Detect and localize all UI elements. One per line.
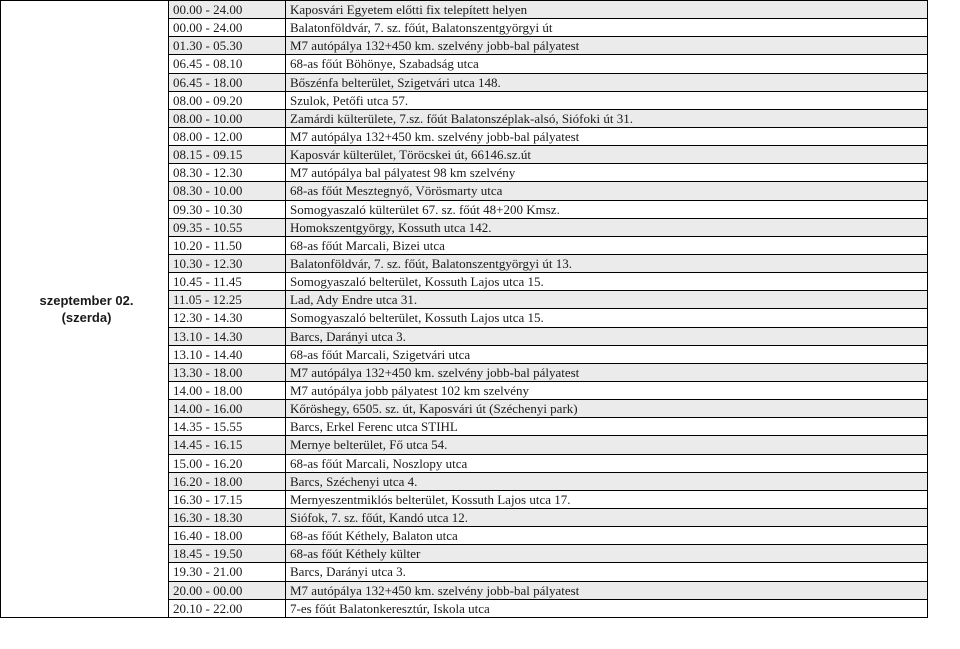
location-cell: Somogyaszaló belterület, Kossuth Lajos utca 15. (286, 309, 928, 327)
time-cell: 09.35 - 10.55 (169, 218, 286, 236)
time-cell: 08.00 - 12.00 (169, 127, 286, 145)
time-cell: 19.30 - 21.00 (169, 563, 286, 581)
time-cell: 16.30 - 18.30 (169, 508, 286, 526)
time-cell: 20.10 - 22.00 (169, 599, 286, 617)
location-cell: Barcs, Széchenyi utca 4. (286, 472, 928, 490)
location-cell: Zamárdi külterülete, 7.sz. főút Balatonszéplak-alsó, Siófoki út 31. (286, 109, 928, 127)
location-cell: Mernyeszentmiklós belterület, Kossuth Lajos utca 17. (286, 490, 928, 508)
location-cell: M7 autópálya 132+450 km. szelvény jobb-bal pályatest (286, 127, 928, 145)
time-cell: 10.20 - 11.50 (169, 236, 286, 254)
time-cell: 08.30 - 10.00 (169, 182, 286, 200)
time-cell: 20.00 - 00.00 (169, 581, 286, 599)
location-cell: M7 autópálya bal pályatest 98 km szelvény (286, 164, 928, 182)
location-cell: 68-as főút Marcali, Noszlopy utca (286, 454, 928, 472)
location-cell: M7 autópálya 132+450 km. szelvény jobb-bal pályatest (286, 37, 928, 55)
location-cell: Lad, Ady Endre utca 31. (286, 291, 928, 309)
time-cell: 00.00 - 24.00 (169, 19, 286, 37)
time-cell: 09.30 - 10.30 (169, 200, 286, 218)
time-cell: 11.05 - 12.25 (169, 291, 286, 309)
time-cell: 14.00 - 16.00 (169, 400, 286, 418)
location-cell: Balatonföldvár, 7. sz. főút, Balatonszentgyörgyi út (286, 19, 928, 37)
time-cell: 12.30 - 14.30 (169, 309, 286, 327)
time-cell: 13.10 - 14.40 (169, 345, 286, 363)
time-cell: 15.00 - 16.20 (169, 454, 286, 472)
location-cell: Balatonföldvár, 7. sz. főút, Balatonszentgyörgyi út 13. (286, 254, 928, 272)
time-cell: 06.45 - 08.10 (169, 55, 286, 73)
location-cell: 68-as főút Mesztegnyő, Vörösmarty utca (286, 182, 928, 200)
time-cell: 18.45 - 19.50 (169, 545, 286, 563)
time-cell: 16.30 - 17.15 (169, 490, 286, 508)
location-cell: Kaposvár külterület, Töröcskei út, 66146.sz.út (286, 146, 928, 164)
time-cell: 06.45 - 18.00 (169, 73, 286, 91)
time-cell: 14.35 - 15.55 (169, 418, 286, 436)
time-cell: 16.20 - 18.00 (169, 472, 286, 490)
time-cell: 01.30 - 05.30 (169, 37, 286, 55)
weekday-label: (szerda) (61, 309, 112, 325)
time-cell: 16.40 - 18.00 (169, 527, 286, 545)
location-cell: Somogyaszaló belterület, Kossuth Lajos utca 15. (286, 273, 928, 291)
schedule-body (1, 1, 928, 618)
date-cell (1, 1, 169, 618)
location-cell: Somogyaszaló külterület 67. sz. főút 48+200 Kmsz. (286, 200, 928, 218)
time-cell: 08.15 - 09.15 (169, 146, 286, 164)
location-cell: 68-as főút Marcali, Szigetvári utca (286, 345, 928, 363)
time-cell: 13.30 - 18.00 (169, 363, 286, 381)
location-cell: Szulok, Petőfi utca 57. (286, 91, 928, 109)
time-cell: 14.00 - 18.00 (169, 381, 286, 399)
location-cell: Homokszentgyörgy, Kossuth utca 142. (286, 218, 928, 236)
location-cell: 68-as főút Marcali, Bizei utca (286, 236, 928, 254)
location-cell: 68-as főút Böhönye, Szabadság utca (286, 55, 928, 73)
time-cell: 10.30 - 12.30 (169, 254, 286, 272)
time-cell: 08.00 - 10.00 (169, 109, 286, 127)
table-row (1, 1, 928, 19)
location-cell: 68-as főút Kéthely külter (286, 545, 928, 563)
location-cell: M7 autópálya jobb pályatest 102 km szelvény (286, 381, 928, 399)
time-cell: 10.45 - 11.45 (169, 273, 286, 291)
time-cell: 00.00 - 24.00 (169, 1, 286, 19)
location-cell: Mernye belterület, Fő utca 54. (286, 436, 928, 454)
location-cell: Barcs, Erkel Ferenc utca STIHL (286, 418, 928, 436)
location-cell: 7-es főút Balatonkeresztúr, Iskola utca (286, 599, 928, 617)
location-cell: Bőszénfa belterület, Szigetvári utca 148. (286, 73, 928, 91)
location-cell: Kaposvári Egyetem előtti fix telepített helyen (286, 1, 928, 19)
time-cell: 08.00 - 09.20 (169, 91, 286, 109)
date-label: szeptember 02. (39, 292, 134, 308)
time-cell: 13.10 - 14.30 (169, 327, 286, 345)
location-cell: 68-as főút Kéthely, Balaton utca (286, 527, 928, 545)
location-cell: Kőröshegy, 6505. sz. út, Kaposvári út (Széchenyi park) (286, 400, 928, 418)
time-cell: 08.30 - 12.30 (169, 164, 286, 182)
location-cell: Barcs, Darányi utca 3. (286, 327, 928, 345)
location-cell: M7 autópálya 132+450 km. szelvény jobb-bal pályatest (286, 363, 928, 381)
location-cell: Barcs, Darányi utca 3. (286, 563, 928, 581)
location-cell: Siófok, 7. sz. főút, Kandó utca 12. (286, 508, 928, 526)
time-cell: 14.45 - 16.15 (169, 436, 286, 454)
location-cell: M7 autópálya 132+450 km. szelvény jobb-bal pályatest (286, 581, 928, 599)
